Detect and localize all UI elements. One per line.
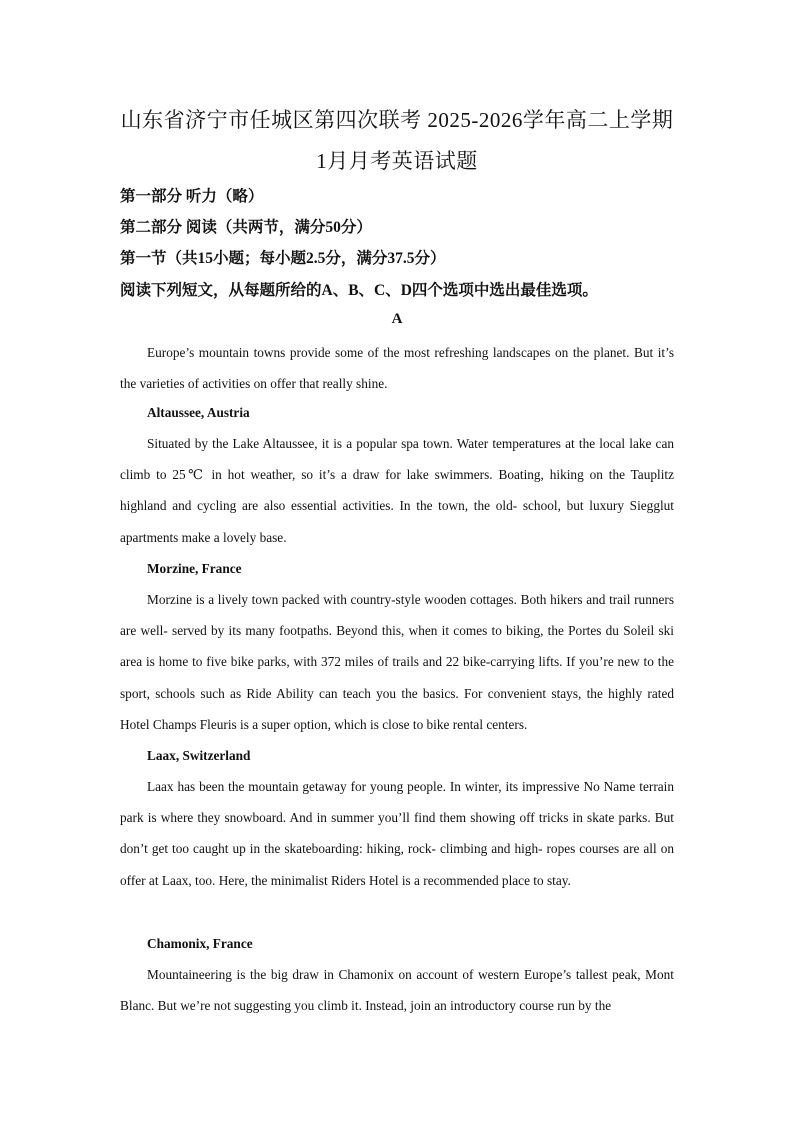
section-reading-heading: 第二部分 阅读（共两节，满分50分）: [120, 219, 372, 236]
town-paragraph-chamonix: Mountaineering is the big draw in Chamonix on account of western Europe’s tallest peak, Mont Blanc. But we’re not suggesting you climb it. Instead, join an introductory course run by the: [120, 967, 674, 1014]
passage-label: A: [391, 311, 403, 327]
town-paragraph-altaussee: Situated by the Lake Altaussee, it is a popular spa town. Water temperatures at the local lake can climb to 25℃ in hot weather, so it’s a draw for lake swimmers. Boating, hiking on the Tauplitz highland and cycling are also essential activities. In the town, the old- school, but luxury Siegglut apartments make a lovely base.: [120, 436, 674, 545]
intro-paragraph: Europe’s mountain towns provide some of the most refreshing landscapes on the planet. But it’s the varieties of activities on offer that really shine.: [120, 345, 674, 392]
section-listening-heading: 第一部分 听力（略）: [120, 188, 264, 205]
exam-title-line2: 1月月考英语试题: [316, 149, 478, 173]
town-heading-morzine: Morzine, France: [147, 561, 242, 576]
exam-title-line1: 山东省济宁市任城区第四次联考 2025-2026学年高二上学期: [120, 108, 674, 132]
instruction-text: 阅读下列短文，从每题所给的A、B、C、D四个选项中选出最佳选项。: [120, 282, 598, 299]
town-heading-chamonix: Chamonix, France: [147, 936, 253, 951]
town-heading-altaussee: Altaussee, Austria: [147, 405, 250, 420]
town-paragraph-morzine: Morzine is a lively town packed with country-style wooden cottages. Both hikers and trail runners are well- served by its many footpaths. Beyond this, when it comes to biking, the Portes du Soleil ski area is home to five bike parks, with 372 miles of trails and 22 bike-carrying lifts. If you’re new to the sport, schools such as Ride Ability can teach you the basics. For convenient stays, the highly rated Hotel Champs Fleuris is a super option, which is close to bike rental centers.: [120, 592, 674, 732]
town-paragraph-laax: Laax has been the mountain getaway for young people. In winter, its impressive No Name terrain park is where they snowboard. And in summer you’ll find them showing off tricks in skate parks. But don’t get too caught up in the skateboarding: hiking, rock- climbing and high- ropes courses are all on offer at Laax, too. Here, the minimalist Riders Hotel is a recommended place to stay.: [120, 779, 674, 888]
part-one-heading: 第一节（共15小题；每小题2.5分，满分37.5分）: [120, 250, 446, 267]
town-heading-laax: Laax, Switzerland: [147, 748, 251, 763]
